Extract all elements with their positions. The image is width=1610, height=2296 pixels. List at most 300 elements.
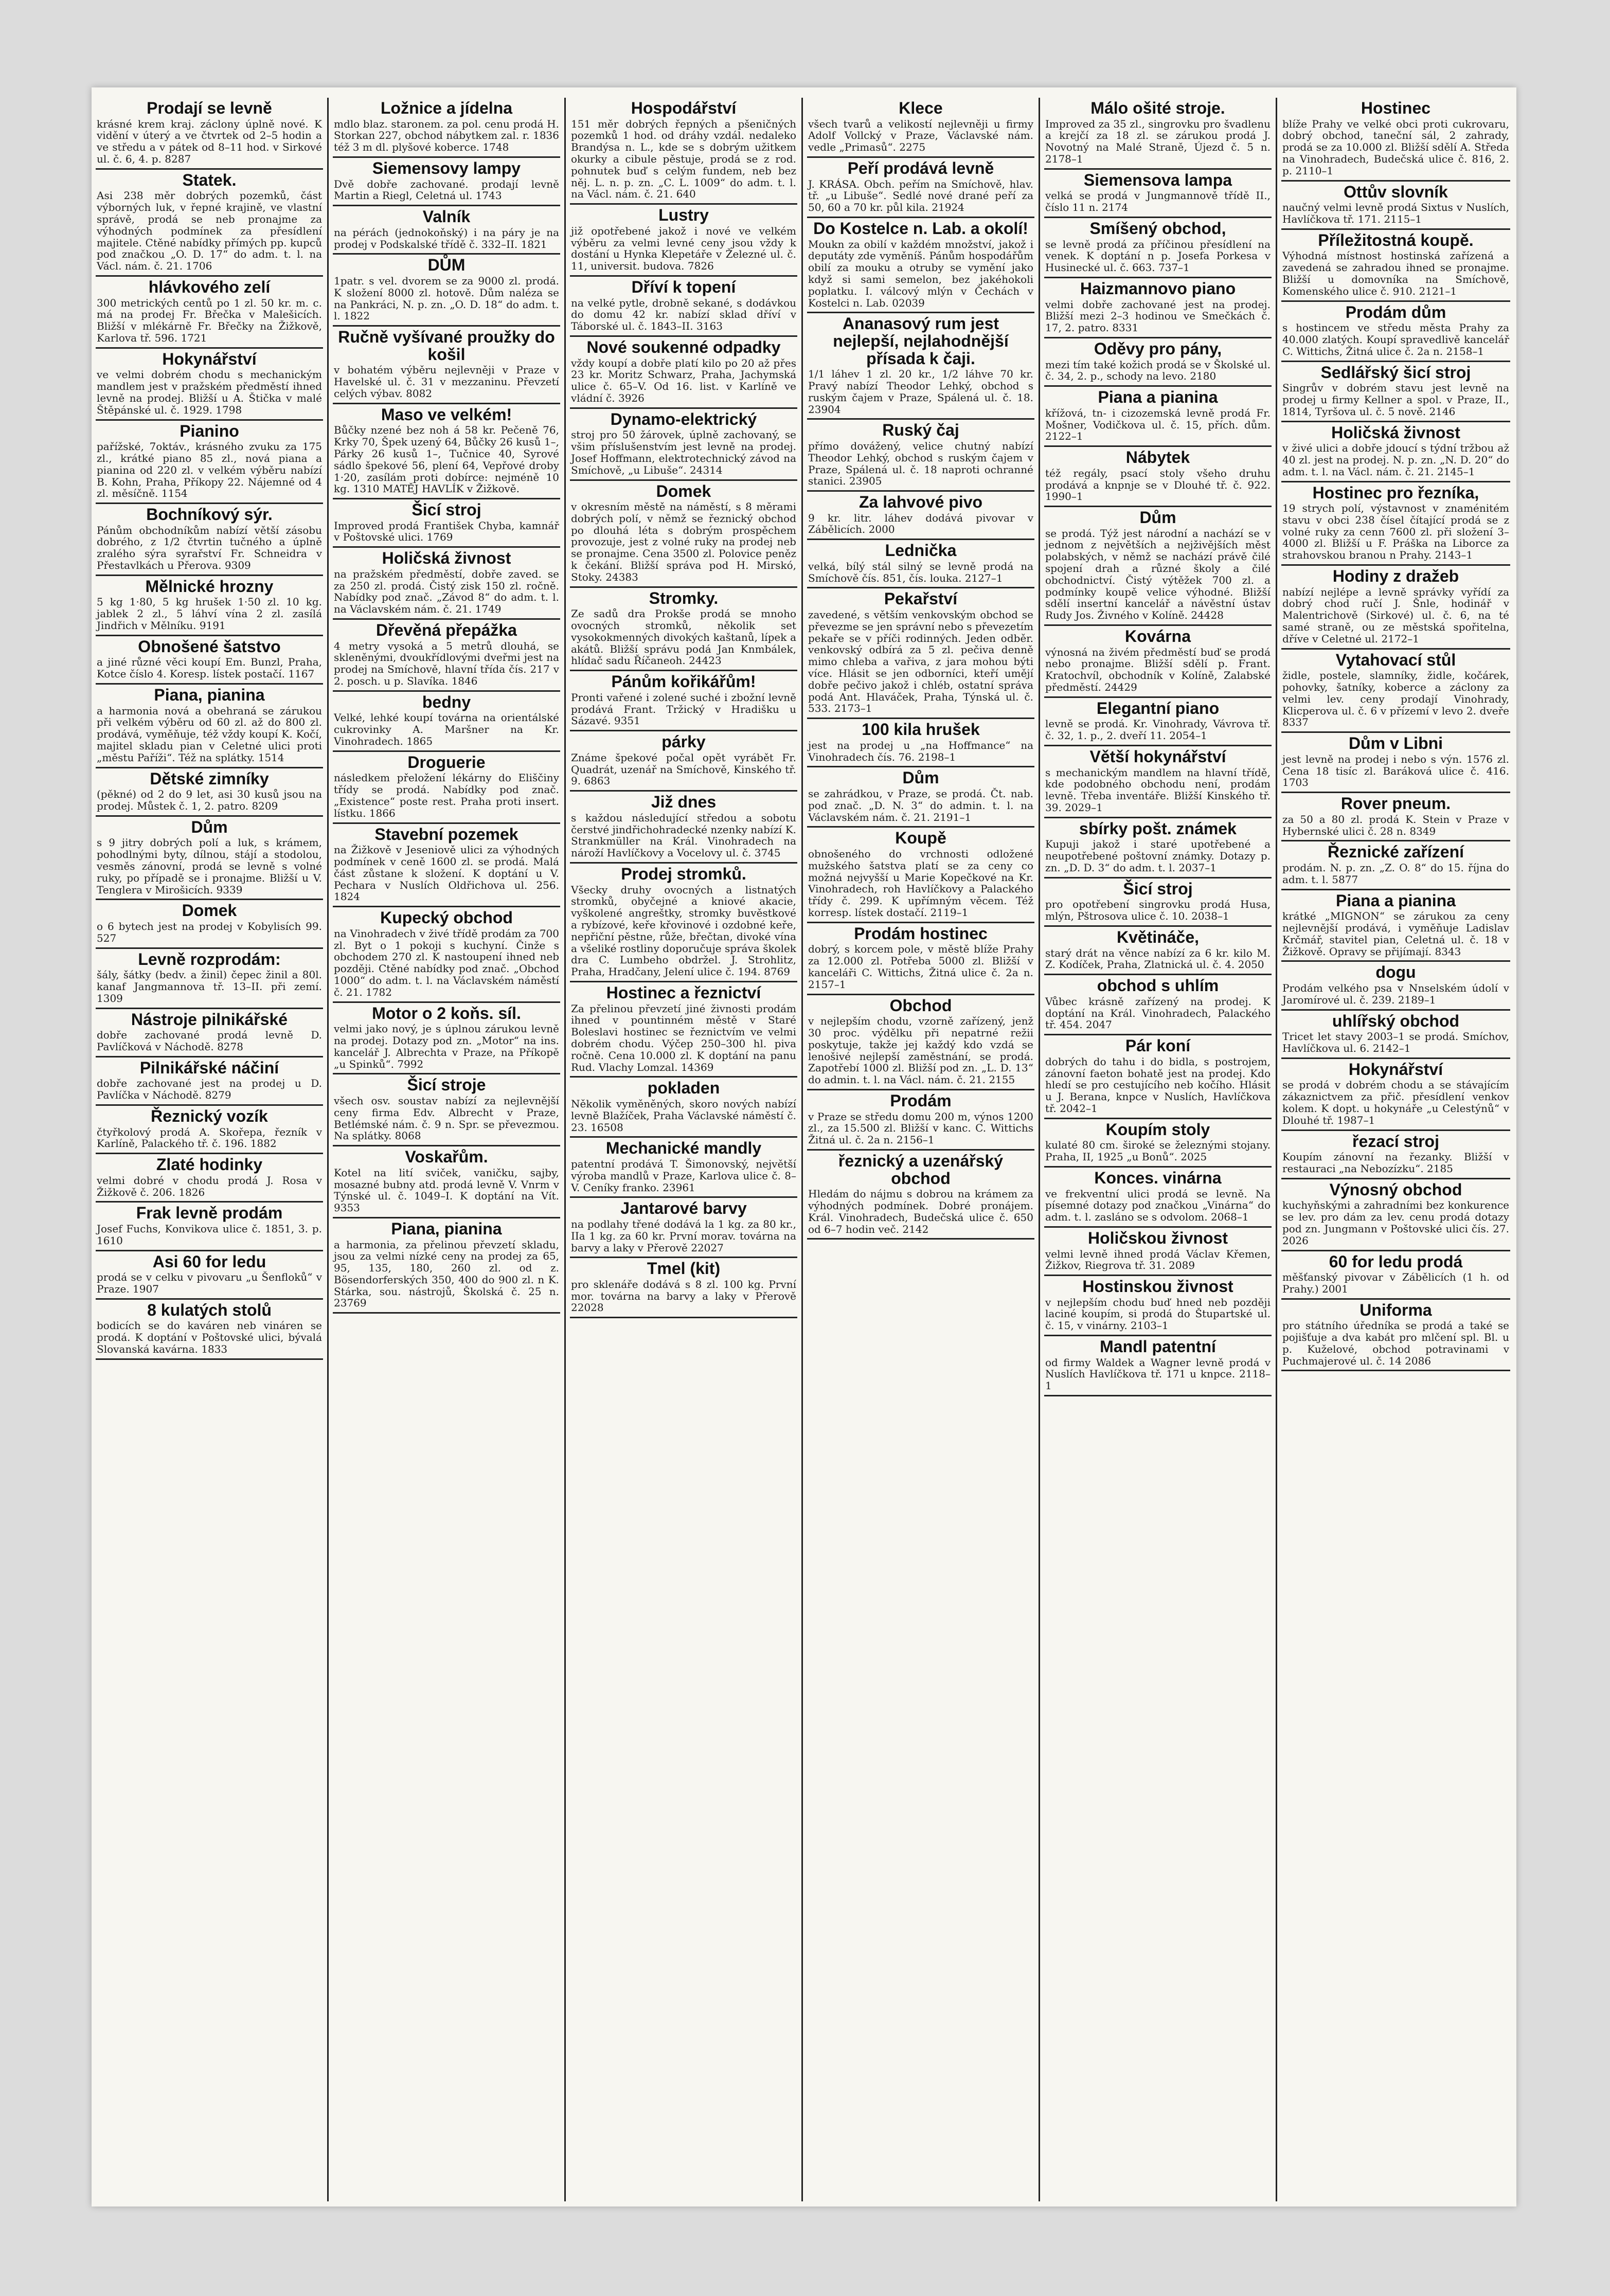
- ad-heading: Dětské zimníky: [150, 769, 269, 788]
- ad-text: mdlo blaz. staronem. za pol. cenu prodá H. Storkan 227, obchod nábytkem zal. r. 1836 též 3 m dl. plyšové koberce. 1748: [334, 117, 559, 154]
- classified-ad: [96, 576, 323, 636]
- classified-ad: [333, 1003, 560, 1075]
- ad-heading: sbírky pošt. známek: [1079, 819, 1237, 838]
- ad-text: prodá se v celku v pivovaru „u Šenfloků“ v Praze. 1907: [97, 1271, 322, 1295]
- ad-text: 300 metrických centů po 1 zl. 50 kr. m. c. má na prodej Fr. Břečka v Malešicích. Bližší v mlékárně Fr. Břečky na Žižkově, Karlova tř. 596. 1721: [97, 296, 322, 344]
- classified-ad: [333, 692, 560, 752]
- ad-text: stroj pro 50 žárovek, úplně zachovaný, se všim příslušenstvím jest levně na prodej. Josef Hoffmann, elektrotechnický závod na Smíchově, „u Libuše“. 24314: [571, 428, 796, 476]
- ad-text: Všecky druhy ovocných a listnatých stromků, obyčejné a kniové akacie, vyškolené angreštky, stromky buvěstkové a rybízové, keře křovinové i ozdobné keře, nepřiční pěstne, růže, břečtan, divoké vína a všeliké rostliny doporučuje správa školek dra C. Lumbeho obdržel. J. Strohlitz, Praha, Hradčany, Jelení ulice č. 194. 8769: [571, 883, 796, 978]
- ad-heading: Obchod: [889, 996, 952, 1015]
- classified-ad: [96, 900, 323, 948]
- classified-ad: [807, 313, 1034, 420]
- ad-text: 151 měr dobrých řepných a pšeničných pozemků 1 hod. od dráhy vzdál. nedaleko Brandýsa n. L., kde se s dobrým užitkem okurky a cibule pěstuje, prodá se z rod. pohnutek buď s celým fundem, neb bez něj. L. n. p. zn. „C. L. 1009“ do adm. t. l. na Václ. nám. č. 21. 640: [571, 117, 796, 201]
- classified-ad: [1044, 1168, 1272, 1228]
- ad-heading: Vytahovací stůl: [1335, 650, 1456, 669]
- ad-heading: Dům: [902, 768, 939, 787]
- classified-ad: [1044, 447, 1272, 507]
- ad-text: ve velmi dobrém chodu s mechanickým mandlem jest v pražském předměstí ihned levně na prodej. Bližší u A. Štička v malé Štěpánské ul. č. 1929. 1798: [97, 368, 322, 416]
- ad-text: levně se prodá. Kr. Vinohrady, Vávrova tř. č. 32, 1. p., 2. dveří 11. 2054–1: [1045, 718, 1271, 742]
- classified-ad: [1281, 793, 1510, 841]
- classified-ad: [570, 1138, 797, 1198]
- ad-text: Bůčky nzené bez noh á 58 kr. Pečeně 76, Krky 70, Špek uzený 64, Bůčky 26 kusů 1–, Párky 26 kusů 1–, Tučnice 40, Syrové sádlo špekové 56, plení 64, Vepřové droby 1·20, zasílám proti dobírce: nejméně 10 kg. 1310 MATĚJ HAVLÍK v Žižkově.: [334, 424, 559, 495]
- ad-heading: Do Kostelce n. Lab. a okolí!: [813, 219, 1028, 238]
- ad-text: pro sklenáře dodává s 8 zl. 100 kg. První mor. továrna na barvy a laky v Přerově 22028: [571, 1278, 796, 1314]
- ad-text: Improved prodá František Chyba, kamnář v Poštovské ulici. 1769: [334, 519, 559, 544]
- ad-heading: Konces. vinárna: [1094, 1168, 1222, 1187]
- classified-ad: [96, 421, 323, 505]
- ad-heading: Koupě: [895, 829, 946, 848]
- classified-ad: [1281, 650, 1510, 733]
- ad-heading: 100 kila hrušek: [862, 720, 980, 739]
- classified-ad: [1281, 890, 1510, 962]
- ad-text: kuchyňskými a zahradními bez konkurence se lev. pro dám za lev. cenu prodá dotazy pod zn. Jungmann v Poštovské ulici čís. 27. 2026: [1282, 1199, 1509, 1247]
- classified-ad: [96, 170, 323, 277]
- ad-text: kulaté 80 cm. široké se železnými stojany. Praha, II, 1925 „u Bonů“. 2025: [1045, 1139, 1271, 1163]
- ad-heading: Výnosný obchod: [1329, 1180, 1462, 1199]
- classified-ad: [1044, 278, 1272, 338]
- classified-ad: [570, 337, 797, 409]
- ad-text: dobře zachované jest na prodej u D. Pavlíčka v Náchodě. 8279: [97, 1077, 322, 1102]
- ad-text: Ze sadů dra Prokše prodá se mnoho ovocných stromků, několik set vysokokmenných divokých kaštanů, lípek a akátů. Bližší správu podá Jan Knmbálek, hlídač sadu Říčaneoh. 24423: [571, 607, 796, 667]
- column-1: [92, 98, 329, 2201]
- ad-text: naučný velmi levně prodá Sixtus v Nuslích, Havlíčkova tř. 171. 2115–1: [1282, 201, 1509, 225]
- ad-heading: Peří prodává levně: [847, 158, 994, 177]
- ad-heading: Hostinec: [1361, 99, 1431, 117]
- ad-text: v nejlepším chodu, vzorně zařízený, jenž 30 proc. výdělku při nepatrné režii poskytuje, takže jej každý kdo vzdá se lenošivé nejlepší zaměstnání, se prodá. Zapotřebí 1000 zl. Bližší pod zn. „L. D. 13“ do admin. t. l. na Václ. nám. č. 21. 2155: [808, 1015, 1033, 1086]
- ad-heading: Holičská živnost: [1331, 423, 1460, 442]
- ad-heading: Hostinskou živnost: [1082, 1277, 1233, 1296]
- ad-heading: Rover pneum.: [1340, 794, 1451, 813]
- classified-ad: [333, 206, 560, 255]
- classified-ad: [1044, 387, 1272, 447]
- ad-text: s každou následující středou a sobotu čerstvé jindřichohradecké nzenky nabízí K. Strankmüller na Král. Vinohradech na nároží Havlíčkovy a Vocelovy ul. č. 3745: [571, 811, 796, 859]
- ad-heading: Domek: [182, 901, 237, 920]
- classified-ad: [807, 767, 1034, 828]
- ad-text: na Žižkově v Jeseniově ulici za výhodných podmínek v ceně 1600 zl. se prodá. Malá část zůstane k složení. K doptání u V. Pechara v Nuslích Oldřichova ul. 256. 1824: [334, 844, 559, 903]
- ad-text: v nejlepším chodu buď hned neb později laciné koupím, si prodá do Štupartské ul. č. 15, v vinárny. 2103–1: [1045, 1296, 1271, 1332]
- ad-text: se prodá. Týž jest národní a nachází se v jednom z největších a nejživějších měst polabských, v němž se nachází právě čilé spojení drah a různé školy a čilé obchodnictví. Čistý výtěžek 700 zl. a podmínky koupě velice výhodné. Bližší sdělí insertní kancelář a návěstní ústav Rudy Jos. Živného v Kolíně. 24428: [1045, 527, 1271, 622]
- classified-ad: [96, 1057, 323, 1106]
- ad-text: a harmonia, za přelinou převzetí skladu, jsou za velmi nízké ceny na prodej za 65, 95, 135, 180, 260 zl. od z. Bösendorferských 350, 400 do 900 zl. n K. Stárka, sou. nástrojů, Školská č. 25 n. 23769: [334, 1238, 559, 1310]
- ad-heading: Za lahvové pivo: [858, 493, 983, 512]
- ad-heading: Kovárna: [1124, 627, 1191, 646]
- column-5: [1040, 98, 1277, 2201]
- classified-ad: [1044, 927, 1272, 975]
- ad-text: 5 kg 1·80, 5 kg hrušek 1·50 zl. 10 kg. jablek 2 zl., 5 láhví vína 2 zl. zasílá Jindřich v Mělníku. 9191: [97, 596, 322, 632]
- ad-text: mezi tím také kožich prodá se v Školské ul. č. 34, 2. p., schody na levo. 2180: [1045, 358, 1271, 383]
- classified-ad: [807, 588, 1034, 719]
- ad-text: od firmy Waldek a Wagner levně prodá v Nuslích Havlíčkova tř. 171 u knpce. 2118–1: [1045, 1356, 1271, 1392]
- ad-heading: Siemensova lampa: [1083, 170, 1232, 189]
- classified-ad: [96, 1009, 323, 1057]
- classified-ad: [1044, 507, 1272, 626]
- ad-heading: Mandl patentní: [1100, 1337, 1216, 1356]
- ad-heading: Ananasový rum jest nejlepší, nejlahodnější přísada k čaji.: [833, 314, 1009, 368]
- classified-ad: [807, 420, 1034, 492]
- ad-heading: Málo ošité stroje.: [1090, 99, 1225, 117]
- classified-ad: [333, 404, 560, 499]
- ad-text: s hostincem ve středu města Prahy za 40.000 zlatých. Koupí spravedlivě kancelář C. Wittichs, Žitná ulice č. 2a n. 2158–1: [1282, 321, 1509, 357]
- ad-text: měšťanský pivovar v Zábělicích (1 h. od Prahy.) 2001: [1282, 1271, 1509, 1295]
- ad-heading: Nástroje pilnikářské: [131, 1010, 288, 1029]
- ad-heading: Droguerie: [407, 752, 486, 772]
- ad-text: 19 strych polí, výstavnost v znaménitém stavu v obci 238 čísel čítající prodá se z volné ruky za cenn 7600 zl. při složení 3–4000 zl. Bližší u F. Práška na Liborce za strahovskou branou n Prahy. 2143–1: [1282, 502, 1509, 562]
- ad-heading: Šicí stroj: [1123, 879, 1193, 898]
- ad-heading: DŮM: [427, 256, 466, 275]
- classified-ad: [333, 620, 560, 692]
- ad-text: dobře zachované prodá levně D. Pavlíčková v Náchodě. 8278: [97, 1029, 322, 1053]
- ad-heading: Jantarové barvy: [620, 1199, 747, 1218]
- ad-heading: Lustry: [658, 206, 709, 225]
- ad-heading: dogu: [1375, 963, 1416, 982]
- ad-text: židle, postele, slamníky, židle, kočárek, pohovky, šatníky, koberce a záclony za velmi lev. ceny prodají Vinohrady, Klicperova ul. č. 6 v přízemí v levo 2. dveře 8337: [1282, 669, 1509, 729]
- classified-ad: [333, 98, 560, 158]
- ad-heading: uhlířský obchod: [1332, 1011, 1460, 1030]
- ad-heading: Stavební pozemek: [374, 824, 518, 844]
- newspaper-page: [92, 87, 1516, 2207]
- ad-heading: Hokynářství: [162, 349, 257, 368]
- classified-ad: [333, 327, 560, 404]
- classified-ad: [570, 671, 797, 731]
- classified-ad: [96, 768, 323, 817]
- ad-text: Hledám do nájmu s dobrou na krámem za výhodných podmínek. Dobré pronájem. Král. Vinohradech, Budečská ulice č. 650 od 6–7 hodin več. 2142: [808, 1188, 1033, 1235]
- classified-ad: [1044, 975, 1272, 1035]
- ad-text: křížová, tn- i cizozemská levně prodá Fr. Mošner, Vodičkova ul. č. 15, přích. dům. 2122–1: [1045, 406, 1271, 443]
- ad-heading: Šicí stroje: [407, 1075, 486, 1095]
- classified-ad: [570, 205, 797, 277]
- ad-heading: Příležitostná koupě.: [1318, 230, 1474, 249]
- ad-heading: 60 for ledu prodá: [1329, 1252, 1463, 1271]
- classified-ad: [1281, 302, 1510, 362]
- ad-text: Několik vyměněných, skoro nových nabízí levně Blažíček, Praha Václavské náměstí č. 23. 16508: [571, 1097, 796, 1134]
- ad-text: již opotřebené jakož i nové ve velkém výběru za velmi levné ceny jsou vždy k dostání u Hynka Klepetáře v Železné ul. č. 11, universit. budova. 7826: [571, 224, 796, 273]
- classified-ad: [333, 1218, 560, 1314]
- ad-heading: Asi 60 for ledu: [152, 1252, 266, 1271]
- ad-heading: Piana, pianina: [154, 686, 265, 705]
- ad-text: Pánům obchodníkům nabízí větší zásobu dobrého, z 1/2 čtvrtin tučného a úplně zralého sýra syrařství Fr. Schneidra v Přestavlkách u Přerova. 9309: [97, 524, 322, 572]
- ad-heading: Oděvy pro pány,: [1094, 339, 1222, 358]
- ad-heading: pokladen: [647, 1079, 720, 1098]
- ad-heading: Šicí stroj: [412, 500, 481, 519]
- ad-heading: Hospodářství: [631, 99, 737, 117]
- ad-heading: 8 kulatých stolů: [147, 1300, 272, 1319]
- ad-text: velmi levně ihned prodá Václav Křemen, Žižkov, Riegrova tř. 31. 2089: [1045, 1247, 1271, 1272]
- ad-heading: Prodám hostinec: [854, 924, 988, 943]
- classified-ad: [1281, 98, 1510, 182]
- ad-heading: Pekařství: [884, 589, 958, 608]
- ad-heading: Zlaté hodinky: [156, 1155, 263, 1174]
- ad-text: šály, šátky (bedv. a žinil) čepec žinil a 80l. kanaf Jangmannova tř. 13–II. při zemí. 1309: [97, 968, 322, 1004]
- ad-text: Výhodná místnost hostinská zařízená a zavedená se zahradou ihned se pronajme. Bližší u domovníka na Smíchově, Komenského ulice č. 910. 2121–1: [1282, 249, 1509, 297]
- ad-text: za 50 a 80 zl. prodá K. Stein v Praze v Hybernské ulici č. 28 n. 8349: [1282, 813, 1509, 837]
- ad-heading: Dřevěná přepážka: [376, 621, 517, 640]
- ad-text: obnošeného do vrchnosti odložené mužského šatstva platí se za ceny co možná nejvyšší u Marie Kopečkové na Kr. Vinohradech, roh Havlíčkovy a Palackého třídy č. 299. K upřímným věcem. Též korresp. lístek dostačí. 2119–1: [808, 848, 1033, 919]
- classified-ad: [1281, 362, 1510, 422]
- classified-ad: [807, 1090, 1034, 1151]
- classified-ad: [1281, 1011, 1510, 1059]
- classified-ad: [570, 409, 797, 481]
- ad-text: 4 metry vysoká a 5 metrů dlouhá, se skleněnými, dvoukřídlovými dveřmi jest na prodej na Smíchově, hlavní třída čís. 217 v 2. posch. u p. Slavíka. 1846: [334, 639, 559, 688]
- ad-heading: Kupecký obchod: [380, 908, 513, 927]
- ad-text: Vůbec krásně zařízený na prodej. K doptání na Král. Vinohradech, Palackého tř. 454. 2047: [1045, 995, 1271, 1031]
- classified-ad: [570, 277, 797, 337]
- ad-heading: bedny: [422, 692, 471, 711]
- classified-ad: [333, 499, 560, 548]
- classified-ad: [570, 588, 797, 672]
- classified-ad: [333, 752, 560, 824]
- classified-ad: [570, 481, 797, 588]
- ad-text: v bohatém výběru nejlevněji v Praze v Havelské ul. č. 31 v mezzaninu. Převzetí celých výbav. 8082: [334, 364, 559, 400]
- ad-text: pařížské, 7oktáv., krásného zvuku za 175 zl., krátké piano 85 zl., nová piana a pianina od 220 zl. v velkém výběru nabízí B. Kohn, Praha, Příkopy 22. Nájemné od 4 zl. měsíčně. 1154: [97, 440, 322, 500]
- classified-ad: [1281, 733, 1510, 793]
- ad-text: Josef Fuchs, Konvikova ulice č. 1851, 3. p. 1610: [97, 1222, 322, 1247]
- classified-ad: [1281, 962, 1510, 1010]
- ad-text: velmi dobře zachované jest na prodej. Bližší mezi 2–3 hodinou ve Smečkách č. 17, 2. patro. 8331: [1045, 298, 1271, 334]
- ad-text: blíže Prahy ve velké obci proti cukrovaru, dobrý obchod, taneční sál, 2 zahrady, prodá se za 10.000 zl. Bližší sdělí A. Středa na Vinohradech, Budečská ulice č. 816, 2. p. 2110–1: [1282, 117, 1509, 177]
- ad-heading: Dům v Libni: [1348, 734, 1443, 753]
- ad-heading: Valník: [422, 207, 471, 226]
- classified-ad: [1281, 1059, 1510, 1131]
- ad-heading: Pianino: [180, 421, 239, 440]
- ad-text: se zahrádkou, v Praze, se prodá. Čt. nab. pod znač. „D. N. 3“ do admin. t. l. na Václavském nám. č. 21. 2191–1: [808, 787, 1033, 823]
- classified-ad: [1044, 1035, 1272, 1119]
- ad-heading: Domek: [656, 481, 711, 500]
- column-4: [803, 98, 1040, 2201]
- classified-ad: [1281, 1300, 1510, 1372]
- classified-columns: [92, 98, 1516, 2201]
- ad-heading: Voskařům.: [405, 1147, 488, 1167]
- column-2: [329, 98, 566, 2201]
- ad-text: velká, bílý stál silný se levně prodá na Smíchově čís. 851, čís. louka. 2127–1: [808, 560, 1033, 584]
- ad-text: Kotel na lití sviček, vaničku, sajby, mosazné bubny atd. prodá levně V. Vnrm v Týnské ul. č. 1049–I. K doptání na Vít. 9353: [334, 1166, 559, 1214]
- classified-ad: [570, 864, 797, 982]
- ad-heading: Piana, pianina: [391, 1219, 502, 1238]
- classified-ad: [96, 1203, 323, 1251]
- ad-heading: Ottův slovník: [1344, 182, 1448, 201]
- ad-heading: Haizmannovo piano: [1080, 279, 1236, 298]
- ad-heading: Holičskou živnost: [1087, 1228, 1228, 1247]
- ad-text: Koupím zánovní na řezanky. Bližší v restauraci „na Nebozízku“. 2185: [1282, 1151, 1509, 1175]
- classified-ad: [570, 1078, 797, 1138]
- ad-heading: Uniforma: [1359, 1300, 1432, 1319]
- ad-heading: Levně rozprodám:: [138, 949, 281, 968]
- ad-heading: řezací stroj: [1352, 1132, 1439, 1151]
- ad-text: čtyřkolový prodá A. Skořepa, řezník v Karlíně, Palackého tř. č. 196. 1882: [97, 1125, 322, 1150]
- classified-ad: [1044, 170, 1272, 218]
- ad-text: o 6 bytech jest na prodej v Kobylisích 99. 527: [97, 920, 322, 944]
- ad-heading: Již dnes: [651, 793, 717, 812]
- ad-text: Dvě dobře zachované. prodají levně Martin a Riegl, Celetná ul. 1743: [334, 177, 559, 202]
- ad-text: bodicích se do kaváren neb vináren se prodá. K doptání v Poštovské ulici, bývalá Slovanská kavárna. 1833: [97, 1319, 322, 1355]
- ad-text: (pěkné) od 2 do 9 let, asi 30 kusů jsou na prodej. Můstek č. 1, 2. patro. 8209: [97, 788, 322, 813]
- classified-ad: [1281, 182, 1510, 230]
- ad-text: následkem přeložení lékárny do Eliščiny třídy se prodá. Nabídky pod znač. „Existence“ poste rest. Praha proti insert. lístku. 1866: [334, 772, 559, 819]
- classified-ad: [333, 548, 560, 620]
- ad-heading: Dům: [1139, 508, 1176, 527]
- ad-text: Známe špekové počal opět vyrábět Fr. Quadrát, uzenář na Smíchově, Kinského tř. 9. 6863: [571, 751, 796, 787]
- classified-ad: [96, 1154, 323, 1203]
- classified-ad: [333, 1074, 560, 1146]
- ad-text: s mechanickým mandlem na hlavní třídě, kde podobného obchodu není, prodám levně. Třeba inventáře. Bližší Kinského tř. 39. 2029–1: [1045, 766, 1271, 814]
- classified-ad: [1044, 1276, 1272, 1336]
- classified-ad: [333, 824, 560, 908]
- classified-ad: [96, 1300, 323, 1360]
- classified-ad: [807, 492, 1034, 540]
- classified-ad: [96, 949, 323, 1009]
- classified-ad: [1281, 841, 1510, 890]
- ad-text: v živé ulici a dobře jdoucí s týdní tržbou až 40 zl. jest na prodej. N. p. zn. „N. D. 20“ do adm. t. l. na Václ. nám. č. 21. 2145–1: [1282, 442, 1509, 478]
- classified-ad: [807, 158, 1034, 218]
- ad-heading: Statek.: [182, 170, 237, 189]
- ad-text: pro státního úředníka se prodá a také se pojišťuje a dva kabát pro mlčení spl. Bl. u p. Kuželové, obchod potravinami v Puchmajerové ul. č. 14 2086: [1282, 1319, 1509, 1367]
- classified-ad: [96, 1106, 323, 1154]
- ad-heading: Holičská živnost: [382, 549, 511, 568]
- ad-text: všech tvarů a velikostí nejlevněji u firmy Adolf Vollcký v Praze, Václavské nám. vedle „Primasů“. 2275: [808, 117, 1033, 154]
- ad-text: Prodám velkého psa v Nnselském údolí v Jaromírové ul. č. 239. 2189–1: [1282, 981, 1509, 1006]
- ad-text: krátké „MIGNON“ se zárukou za ceny nejlevnější prodává, i vyměňuje Ladislav Krčmář, stavitel pian, Celetná ul. č. 18 v Žižkově. Opravy se přijímají. 8343: [1282, 910, 1509, 958]
- classified-ad: [96, 685, 323, 768]
- ad-text: nabízí nejlépe a levně správky vyřídí za dobrý chod ručí J. Šnle, hodinář v Malentrichově (Sirkové) ul. č. 6, na té samé straně, ou ze městská spořitelna, dříve v Celetné ul. 2172–1: [1282, 585, 1509, 645]
- ad-text: velmi dobré v chodu prodá J. Rosa v Žižkově č. 206. 1826: [97, 1174, 322, 1198]
- ad-text: na velké pytle, drobně sekané, s dodávkou do domu 42 kr. nabízí sklad dříví v Táborské ul. č. 1843–II. 3163: [571, 296, 796, 333]
- classified-ad: [807, 719, 1034, 767]
- ad-text: na podlahy třené dodává la 1 kg. za 80 kr., IIa 1 kg. za 60 kr. První morav. továrna na barvy a laky v Přerově 22027: [571, 1217, 796, 1254]
- ad-heading: Větší hokynářství: [1089, 747, 1226, 766]
- classified-ad: [570, 98, 797, 205]
- ad-heading: Tmel (kit): [647, 1259, 721, 1278]
- classified-ad: [96, 1251, 323, 1300]
- classified-ad: [1044, 338, 1272, 387]
- ad-text: s 9 jitry dobrých polí a luk, s krámem, pohodlnými byty, dílnou, stájí a stodolou, vesměs zánovní, prodá se levně s volné ruky, po případě se i pronajme. Bližší u V. Tenglera v Mirošicích. 9339: [97, 836, 322, 896]
- classified-ad: [570, 792, 797, 864]
- ad-heading: Řeznický vozík: [151, 1106, 268, 1125]
- ad-heading: Siemensovy lampy: [372, 158, 521, 177]
- ad-heading: Prodám: [890, 1091, 952, 1110]
- classified-ad: [1281, 566, 1510, 650]
- classified-ad: [807, 540, 1034, 588]
- ad-heading: Ruský čaj: [882, 421, 959, 440]
- ad-heading: Ložnice a jídelna: [380, 99, 513, 117]
- ad-heading: Dům: [191, 817, 228, 836]
- classified-ad: [807, 98, 1034, 158]
- ad-text: vždy koupí a dobře platí kilo po 20 až přes 23 kr. Moritz Schwarz, Praha, Jachymská ulice č. 65–V. Od 16. list. v Karlíně ve vládní č. 3926: [571, 356, 796, 404]
- ad-heading: Frak levně prodám: [136, 1204, 283, 1223]
- classified-ad: [96, 277, 323, 349]
- ad-text: Asi 238 měr dobrých pozemků, část výborných luk, v řepné krajině, ve vlastní správě, prodá se neb pronajme za výhodných podmínek za přesídlení majitele. Ctěné nabídky přímých pp. kupců pod značkou „O. D. 17“ do adm. t. l. na Václ. nám. č. 21. 1706: [97, 189, 322, 273]
- ad-text: 1patr. s vel. dvorem se za 9000 zl. prodá. K složení 8000 zl. hotově. Dům naléza se na Pankráci, N. p. zn. „O. D. 18“ do adm. t. l. 1822: [334, 274, 559, 322]
- ad-heading: Stromky.: [649, 588, 719, 607]
- ad-heading: Dynamo-elektrický: [610, 409, 757, 428]
- ad-heading: Obnošené šatstvo: [138, 637, 281, 656]
- ad-text: jest levně na prodej i nebo s výn. 1576 zl. Cena 18 tisíc zl. Baráková ulice č. 416. 1703: [1282, 752, 1509, 789]
- ad-heading: Nové soukenné odpadky: [586, 337, 781, 356]
- ad-heading: Lednička: [885, 541, 957, 560]
- ad-heading: Mělnické hrozny: [145, 577, 274, 596]
- classified-ad: [1044, 878, 1272, 927]
- ad-heading: Klece: [899, 99, 943, 117]
- classified-ad: [1044, 1119, 1272, 1168]
- ad-text: Velké, lehké koupí továrna na orientálské cukrovinky A. Maršner na Kr. Vinohradech. 1865: [334, 711, 559, 748]
- ad-text: jest na prodej u „na Hoffmance“ na Vinohradech čís. 76. 2198–1: [808, 739, 1033, 763]
- ad-text: J. KRÁSA. Obch. peřím na Smíchově, hlav. tř. „u Libuše“. Sedlé nové drané peří za 50, 60 a 70 kr. půl kila. 21924: [808, 177, 1033, 214]
- ad-heading: Bochníkový sýr.: [146, 505, 273, 524]
- classified-ad: [1281, 482, 1510, 566]
- ad-heading: Piana a pianina: [1336, 891, 1456, 910]
- ad-heading: Pilnikářské náčiní: [139, 1058, 279, 1077]
- classified-ad: [807, 1151, 1034, 1240]
- ad-text: ve frekventní ulici prodá se levně. Na písemné dotazy pod značkou „Vinárna“ do adm. t. l. zasláno se s odvolom. 2068–1: [1045, 1187, 1271, 1224]
- classified-ad: [1044, 98, 1272, 170]
- classified-ad: [96, 817, 323, 901]
- ad-text: Tricet let stavy 2003–1 se prodá. Smíchov, Havlíčkova ul. 6. 2142–1: [1282, 1030, 1509, 1054]
- classified-ad: [96, 636, 323, 685]
- ad-text: výnosná na živém předměstí buď se prodá nebo pronajme. Bližší sdělí p. Frant. Kratochvíl, obchodník v Kolíně, Zalabské předměstí. 24429: [1045, 645, 1271, 694]
- classified-ad: [1044, 1228, 1272, 1276]
- classified-ad: [333, 1146, 560, 1218]
- classified-ad: [1281, 230, 1510, 302]
- classified-ad: [807, 923, 1034, 995]
- classified-ad: [1044, 1336, 1272, 1396]
- ad-text: krásné krem kraj. záclony úplně nové. K vidění v úterý a ve čtvrtek od 2–5 hodin a ve středu a v pátek od 8–11 hod. v Sirkové ul. č. 6, 4. p. 8287: [97, 117, 322, 165]
- classified-ad: [333, 255, 560, 327]
- ad-heading: obchod s uhlím: [1097, 976, 1219, 995]
- classified-ad: [96, 349, 323, 421]
- ad-heading: Smíšený obchod,: [1089, 219, 1226, 238]
- ad-text: se levně prodá za příčinou přesídlení na venek. K doptání n p. Josefa Porkesa v Husinecké ul. č. 663. 737–1: [1045, 238, 1271, 274]
- ad-text: a harmonia nová a obehraná se zárukou při velkém výběru od 60 zl. až do 800 zl. prodává, vyměňuje, též vždy koupí K. Kočí, majitel skladu pian v Celetné ulici proti „městu Paříži“. Též na splátky. 1514: [97, 704, 322, 764]
- classified-ad: [333, 158, 560, 206]
- ad-heading: Elegantní piano: [1096, 698, 1220, 718]
- ad-heading: hlávkového zelí: [148, 277, 271, 296]
- ad-text: dobrý, s korcem pole, v městě blíže Prahy za 12.000 zl. Potřeba 5000 zl. Bližší v kanceláři C. Wittichs, Žitná ulice č. 2a n. 2157–1: [808, 943, 1033, 991]
- classified-ad: [1044, 746, 1272, 818]
- column-6: [1277, 98, 1514, 2201]
- ad-heading: Hostinec pro řezníka,: [1312, 483, 1479, 502]
- ad-heading: Ručně vyšívané proužky do košil: [338, 328, 555, 364]
- ad-heading: Dříví k topení: [631, 277, 736, 296]
- ad-heading: Pár koní: [1125, 1036, 1191, 1055]
- classified-ad: [570, 982, 797, 1078]
- ad-text: na pérách (jednokoňský) i na páry je na prodej v Podskalské třídě č. 332–II. 1821: [334, 226, 559, 250]
- classified-ad: [1281, 1179, 1510, 1251]
- classified-ad: [570, 731, 797, 792]
- ad-text: patentní prodává T. Šimonovský, největší výroba mandlů v Praze, Karlova ulice č. 8–V. Ceníky franko. 23961: [571, 1157, 796, 1194]
- classified-ad: [1044, 218, 1272, 278]
- ad-text: na Vinohradech v živé třídě prodám za 700 zl. Byt o 1 pokoji s kuchyní. Činže s obchodem 270 zl. K nastoupení ihned neb později. Ctěné nabídky pod znač. „Obchod 1000“ do adm. t. l. na Václavském náměstí č. 21. 1782: [334, 927, 559, 998]
- ad-heading: párky: [661, 732, 706, 751]
- ad-heading: Maso ve velkém!: [381, 405, 512, 424]
- ad-text: Moukn za obilí v každém množství, jakož i deputáty zde vyměníš. Pánům hospodářům obilí za mouku a otruby se vymění jako když si sami semelon, bez jakéhokoli poplatku. I. válcový mlýn v Čechách v Kostelci n. Lab. 02039: [808, 238, 1033, 309]
- ad-text: Kupuji jakož i staré upotřebené a neupotřebené poštovní známky. Dotazy p. zn. „D. D. 3“ do adm. t. l. 2037–1: [1045, 838, 1271, 874]
- ad-text: 9 kr. litr. láhev dodává pivovar v Zábělicích. 2000: [808, 511, 1033, 536]
- classified-ad: [807, 218, 1034, 313]
- ad-heading: řeznický a uzenářský obchod: [838, 1151, 1004, 1188]
- classified-ad: [807, 995, 1034, 1090]
- ad-heading: Sedlářský šicí stroj: [1320, 363, 1471, 382]
- ad-heading: Květináče,: [1116, 927, 1200, 946]
- ad-heading: Prodej stromků.: [621, 865, 746, 883]
- ad-heading: Piana a pianina: [1098, 388, 1218, 407]
- ad-text: prodám. N. p. zn. „Z. O. 8“ do 15. října do adm. t. l. 5877: [1282, 862, 1509, 886]
- ad-text: Singrův v dobrém stavu jest levně na prodej u firmy Kellner a spol. v Praze, II., 1814, Tyršova ul. č. 5 nově. 2146: [1282, 382, 1509, 418]
- classified-ad: [1281, 1131, 1510, 1179]
- ad-heading: Řeznické zařízení: [1328, 842, 1464, 862]
- ad-text: velká se prodá v Jungmannově třídě II., číslo 11 n. 2174: [1045, 189, 1271, 214]
- ad-text: a jiné různé věci koupí Em. Bunzl, Praha, Kotce číslo 4. Koresp. lístek postačí. 1167: [97, 656, 322, 680]
- ad-text: všech osv. soustav nabízí za nejlevnější ceny firma Edv. Albrecht v Praze, Betlémské nám. č. 9 n. Spr. se převezmou. Na splátky. 8068: [334, 1094, 559, 1142]
- classified-ad: [96, 504, 323, 576]
- classified-ad: [96, 98, 323, 170]
